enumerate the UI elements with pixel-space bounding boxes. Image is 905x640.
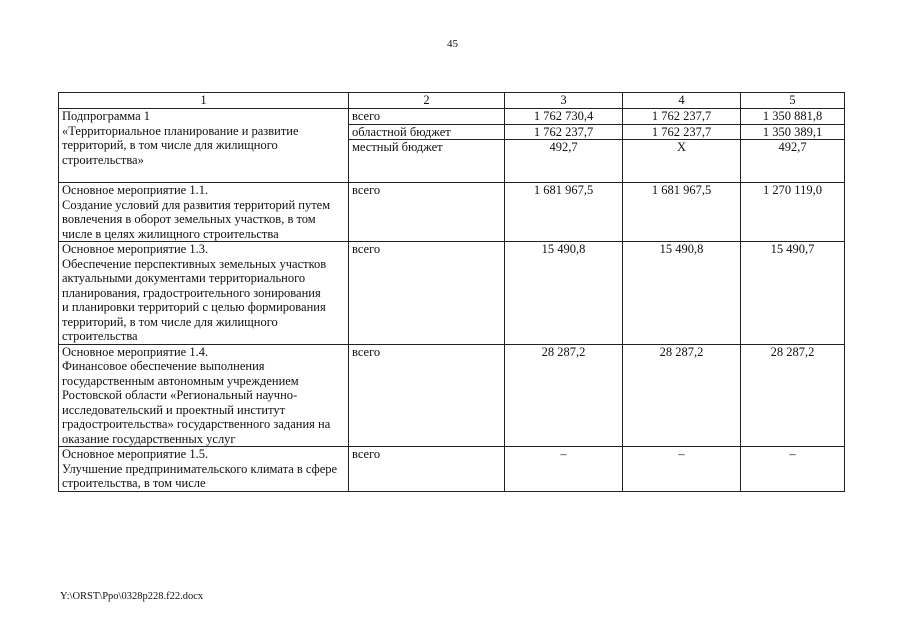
column-header-5: 5 <box>741 93 845 109</box>
table-row <box>59 447 845 492</box>
subprogram-name: Подпрограмма 1 «Территориальное планирование и развитие территорий, в том числе для жилищного строительства» <box>59 109 349 183</box>
funding-source: всего <box>349 109 505 125</box>
budget-table <box>58 92 845 492</box>
value-col3: 492,7 <box>505 140 623 183</box>
value-col5: 1 350 881,8 <box>741 109 845 125</box>
value-col4: 15 490,8 <box>623 242 741 345</box>
value-col5: 15 490,7 <box>741 242 845 345</box>
value-col4: 1 681 967,5 <box>623 183 741 242</box>
value-col3: 1 762 237,7 <box>505 124 623 140</box>
table-row <box>59 183 845 242</box>
column-header-3: 3 <box>505 93 623 109</box>
funding-source: всего <box>349 344 505 447</box>
value-col4: 28 287,2 <box>623 344 741 447</box>
value-col5: 492,7 <box>741 140 845 183</box>
value-col4: – <box>623 447 741 492</box>
table-row <box>59 344 845 447</box>
measure-name: Основное мероприятие 1.4. Финансовое обеспечение выполнения государственным автономным учреждением Ростовской области «Региональный научно-исследовательский и проектный институт градостроительства» государственного задания на оказание государственных услуг <box>59 344 349 447</box>
column-header-1: 1 <box>59 93 349 109</box>
file-path-footer: Y:\ORST\Ppo\0328p228.f22.docx <box>60 591 204 602</box>
value-col4: 1 762 237,7 <box>623 109 741 125</box>
funding-source: местный бюджет <box>349 140 505 183</box>
value-col5: 1 270 119,0 <box>741 183 845 242</box>
table-row <box>59 242 845 345</box>
table-row <box>59 109 845 125</box>
value-col4: Х <box>623 140 741 183</box>
value-col5: – <box>741 447 845 492</box>
value-col3: 1 681 967,5 <box>505 183 623 242</box>
funding-source: всего <box>349 183 505 242</box>
value-col4: 1 762 237,7 <box>623 124 741 140</box>
measure-name: Основное мероприятие 1.5. Улучшение предпринимательского климата в сфере строительства, в том числе <box>59 447 349 492</box>
value-col3: 28 287,2 <box>505 344 623 447</box>
measure-name: Основное мероприятие 1.1. Создание условий для развития территорий путем вовлечения в оборот земельных участков, в том числе в целях жилищного строительства <box>59 183 349 242</box>
funding-source: областной бюджет <box>349 124 505 140</box>
funding-source: всего <box>349 242 505 345</box>
column-header-2: 2 <box>349 93 505 109</box>
value-col3: 1 762 730,4 <box>505 109 623 125</box>
value-col3: – <box>505 447 623 492</box>
funding-source: всего <box>349 447 505 492</box>
value-col3: 15 490,8 <box>505 242 623 345</box>
value-col5: 28 287,2 <box>741 344 845 447</box>
page-number: 45 <box>447 38 458 50</box>
column-header-4: 4 <box>623 93 741 109</box>
value-col5: 1 350 389,1 <box>741 124 845 140</box>
measure-name: Основное мероприятие 1.3. Обеспечение перспективных земельных участков актуальными документами территориального планирования, градостроительного зонирования и планировки территорий с целью формирования территорий, в том числе для жилищного строительства <box>59 242 349 345</box>
table-header-row <box>59 93 845 109</box>
